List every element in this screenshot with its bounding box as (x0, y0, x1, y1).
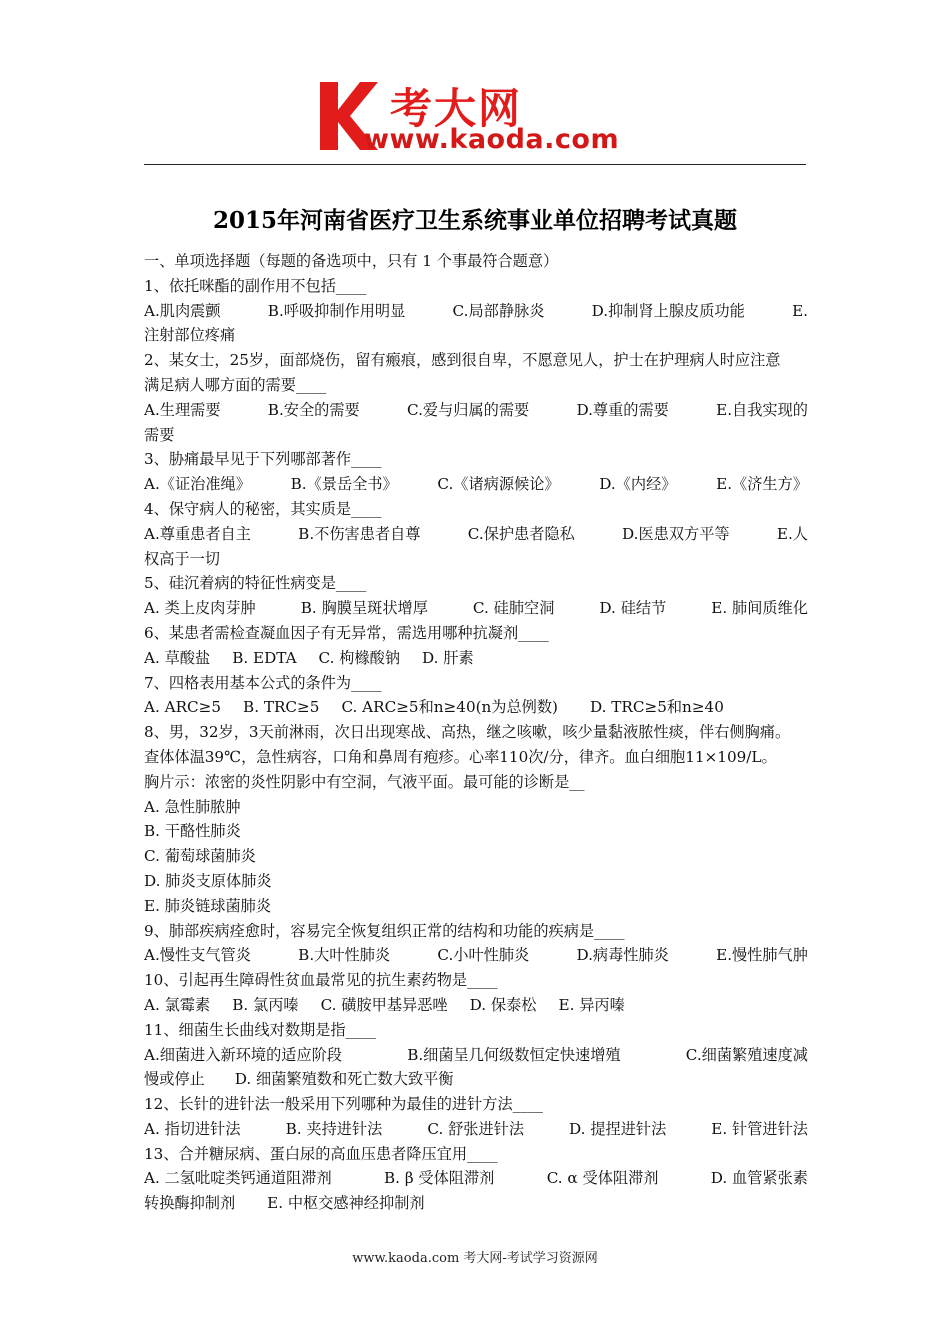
page-title: 2015年河南省医疗卫生系统事业单位招聘考试真题 (212, 207, 737, 234)
option: D. 硅结节 (599, 599, 667, 618)
option: E. 针管进针法 (711, 1119, 808, 1138)
option: C.爱与归属的需要 (406, 400, 530, 419)
option: C.细菌繁殖速度减 (685, 1045, 808, 1064)
option: A. 急性肺脓肿 (144, 797, 241, 816)
option: B. 夹持进针法 (285, 1119, 383, 1138)
option: A.慢性支气管炎 (144, 946, 251, 965)
kaoda-logo (318, 80, 648, 160)
question-stem: 5、硅沉着病的特征性病变是____ (144, 574, 367, 593)
option: E.慢性肺气肿 (716, 946, 808, 965)
option-continued: 慢或停止 (144, 1070, 205, 1089)
option: D.尊重的需要 (576, 400, 669, 419)
question-stem: 13、合并糖尿病、蛋白尿的高血压患者降压宜用____ (144, 1144, 498, 1163)
option-row (144, 398, 808, 423)
option: B.《景岳全书》 (290, 475, 398, 494)
option: A. 草酸盐 (144, 648, 211, 667)
option: C. 枸橼酸钠 (318, 648, 401, 667)
option-row (144, 522, 808, 547)
option: B. β 受体阻滞剂 (384, 1169, 495, 1188)
option-row (144, 1067, 808, 1092)
option: B. 干酪性肺炎 (144, 822, 241, 841)
question-stem: 查体体温39℃，急性病容，口角和鼻周有疱疹。心率110次/分，律齐。血白细胞11×109/L。 (144, 747, 777, 766)
option: D.医患双方平等 (622, 524, 730, 543)
question-stem: 4、保守病人的秘密，其实质是____ (144, 499, 382, 518)
option: D. 提捏进针法 (569, 1119, 667, 1138)
option: A. 指切进针法 (144, 1119, 241, 1138)
option: B.不伤害患者自尊 (298, 524, 421, 543)
option-continued: 权高于一切 (144, 549, 220, 568)
option: D. TRC≥5和n≥40 (590, 698, 724, 717)
option: C. 硅肺空洞 (472, 599, 555, 618)
option: B.安全的需要 (267, 400, 360, 419)
section-heading: 一、单项选择题（每题的备选项中，只有 1 个事最符合题意） (144, 252, 559, 270)
option: A.生理需要 (144, 400, 221, 419)
option: B. 氯丙嗪 (232, 995, 299, 1014)
question-stem: 9、肺部疾病痊愈时，容易完全恢复组织正常的结构和功能的疾病是____ (144, 921, 625, 940)
option: C.局部静脉炎 (452, 301, 545, 320)
option-row (144, 1043, 808, 1068)
option: C. 磺胺甲基异恶唑 (320, 995, 448, 1014)
option: C. 葡萄球菌肺炎 (144, 847, 256, 866)
option: A. ARC≥5 (144, 698, 222, 717)
option-row (144, 596, 808, 621)
question-stem: 10、引起再生障碍性贫血最常见的抗生素药物是____ (144, 971, 498, 990)
option: B.细菌呈几何级数恒定快速增殖 (407, 1045, 621, 1064)
option: D. 肺炎支原体肺炎 (144, 871, 272, 890)
option: C. ARC≥5和n≥40(n为总例数) (341, 698, 558, 717)
question-stem: 12、长针的进针法一般采用下列哪种为最佳的进针方法____ (144, 1095, 544, 1114)
option-continued: 注射部位疼痛 (144, 326, 236, 345)
option-row (144, 1117, 808, 1142)
option: A.尊重患者自主 (144, 524, 251, 543)
option-row (144, 1166, 808, 1191)
option: D.《内经》 (599, 475, 677, 494)
option-row (144, 695, 808, 720)
option: A. 类上皮肉芽肿 (144, 599, 256, 618)
option-continued: 需要 (144, 425, 175, 444)
option: C. 舒张进针法 (427, 1119, 525, 1138)
option: D.病毒性肺炎 (576, 946, 669, 965)
question-stem: 6、某患者需检查凝血因子有无异常，需选用哪种抗凝剂____ (144, 623, 549, 642)
question-stem: 11、细菌生长曲线对数期是指____ (144, 1020, 376, 1039)
option: B.呼吸抑制作用明显 (267, 301, 406, 320)
option: B.大叶性肺炎 (298, 946, 391, 965)
option: E. 肺炎链球菌肺炎 (144, 896, 272, 915)
option: C.保护患者隐私 (467, 524, 575, 543)
option-row (144, 472, 808, 497)
option: D.抑制肾上腺皮质功能 (591, 301, 745, 320)
header-divider (144, 164, 806, 165)
logo-chinese-name: 考大网 (390, 84, 523, 133)
question-stem: 满足病人哪方面的需要____ (144, 375, 327, 394)
option: A.《证治准绳》 (144, 475, 251, 494)
option: C.《诸病源候论》 (437, 475, 560, 494)
option: B. TRC≥5 (243, 698, 320, 717)
option: D. 细菌繁殖数和死亡数大致平衡 (234, 1070, 454, 1089)
exam-content (144, 249, 808, 1216)
option-row (144, 993, 808, 1018)
option: E.自我实现的 (716, 400, 808, 419)
option: D. 保泰松 (469, 995, 537, 1014)
option: A.细菌进入新环境的适应阶段 (144, 1045, 343, 1064)
option: E.人 (776, 524, 808, 543)
option: D. 血管紧张素 (710, 1169, 808, 1188)
logo-url: www.kaoda.com (364, 124, 620, 155)
option: E. 异丙嗪 (558, 995, 625, 1014)
option: E. 中枢交感神经抑制剂 (267, 1194, 425, 1213)
question-stem: 胸片示：浓密的炎性阴影中有空洞，气液平面。最可能的诊断是__ (144, 772, 585, 791)
option: B. EDTA (232, 648, 297, 667)
question-stem: 7、四格表用基本公式的条件为____ (144, 673, 382, 692)
option: A. 二氢吡啶类钙通道阻滞剂 (144, 1169, 332, 1188)
option-row (144, 943, 808, 968)
option-row (144, 646, 808, 671)
option: D. 肝素 (422, 648, 474, 667)
question-stem: 3、胁痛最早见于下列哪部著作____ (144, 450, 382, 469)
option-continued: 转换酶抑制剂 (144, 1194, 236, 1213)
option: E.《济生方》 (716, 475, 808, 494)
option: E. 肺间质维化 (711, 599, 808, 618)
question-stem: 1、依托咪酯的副作用不包括____ (144, 276, 367, 295)
option: C. α 受体阻滞剂 (546, 1169, 659, 1188)
question-stem: 2、某女士，25岁，面部烧伤，留有瘢痕，感到很自卑，不愿意见人，护士在护理病人时应注意 (144, 351, 781, 370)
option: B. 胸膜呈斑状增厚 (300, 599, 428, 618)
option-row (144, 299, 808, 324)
page-footer: www.kaoda.com 考大网-考试学习资源网 (352, 1251, 598, 1266)
option: A. 氯霉素 (144, 995, 211, 1014)
option: C.小叶性肺炎 (437, 946, 530, 965)
option-row (144, 1191, 808, 1216)
question-stem: 8、男，32岁，3天前淋雨，次日出现寒战、高热，继之咳嗽，咳少量黏液脓性痰，伴右侧胸痛。 (144, 723, 791, 742)
option: A.肌肉震颤 (144, 301, 221, 320)
option: E. (792, 301, 808, 320)
